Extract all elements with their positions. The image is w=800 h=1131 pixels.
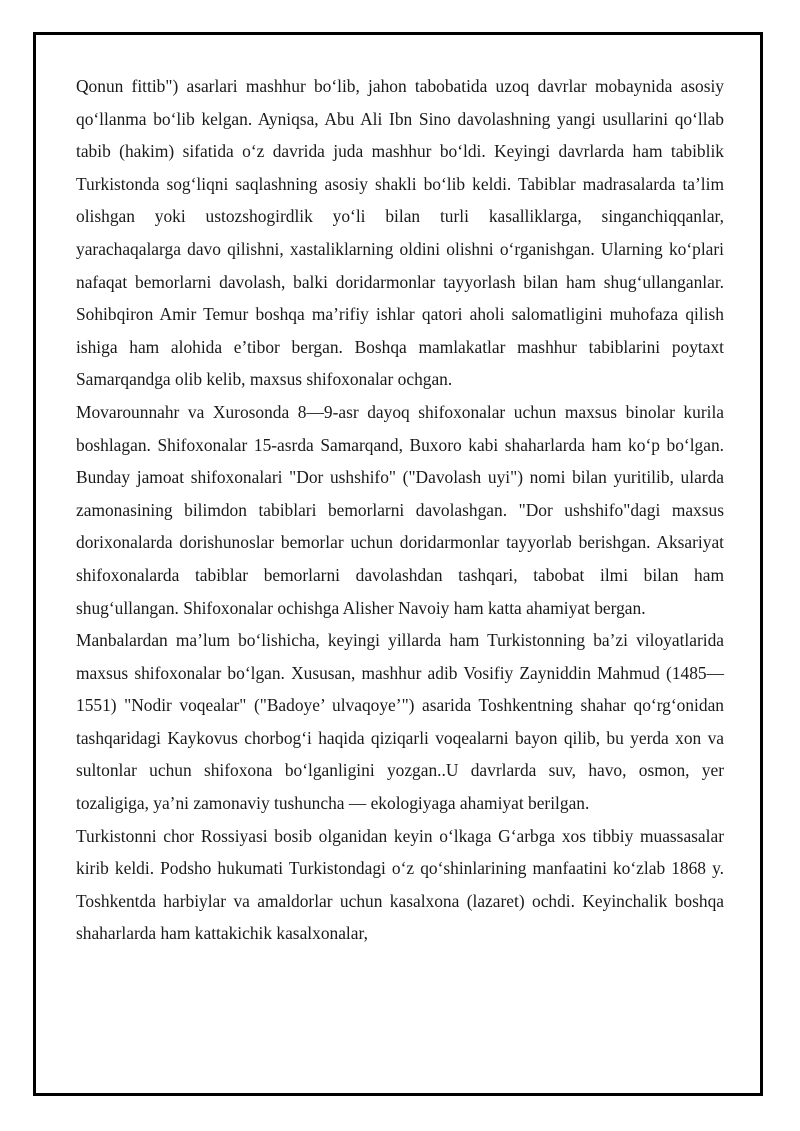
paragraph: Manbalardan ma’lum bo‘lishicha, keyingi yillarda ham Turkistonning ba’zi viloyatlarida maxsus shifoxonalar bo‘lgan. Xususan, mashhur adib Vosifiy Zayniddin Mahmud (1485— 1551) "Nodir voqealar" ("Badoye’ ulvaqoye’") asarida Toshkentning shahar qo‘rg‘onidan tashqaridagi Kaykovus chorbog‘i haqida qiziqarli voqealarni bayon qilib, bu yerda xon va sultonlar uchun shifoxona bo‘lganligini yozgan..U davrlarda suv, havo, osmon, yer tozaligiga, ya’ni zamonaviy tushuncha — ekologiyaga ahamiyat berilgan. (76, 630, 724, 814)
paragraph: Movarounnahr va Xurosonda 8—9-asr dayoq shifoxonalar uchun maxsus binolar kurila boshlagan. Shifoxonalar 15-asrda Samarqand, Buxoro kabi shaharlarda ham ko‘p bo‘lgan. Bunday jamoat shifoxonalari "Dor ushshifo" ("Davolash uyi") nomi bilan yuritilib, ularda zamonasining bilimdon tabiblari bemorlarni davolashgan. "Dor ushshifo"dagi maxsus dorixonalarda dorishunoslar bemorlar uchun doridarmonlar tayyorlab berishgan. Aksariyat shifoxonalarda tabiblar bemorlarni davolashdan tashqari, tabobat ilmi bilan ham shug‘ullangan. Shifoxonalar ochishga Alisher Navoiy ham katta ahamiyat bergan. (76, 401, 724, 618)
paragraph: Turkistonni chor Rossiyasi bosib olganidan keyin o‘lkaga G‘arbga xos tibbiy muassasalar kirib keldi. Podsho hukumati Turkistondagi o‘z qo‘shinlarining manfaatini ko‘zlab 1868 y. Toshkentda harbiylar va amaldorlar uchun kasalxona (lazaret) ochdi. Keyinchalik boshqa shaharlarda ham kattakichik kasalxonalar, (76, 825, 724, 944)
document-body (76, 70, 724, 950)
paragraph: Qonun fittib") asarlari mashhur bo‘lib, jahon tabobatida uzoq davrlar mobaynida asosiy qo‘llanma bo‘lib kelgan. Ayniqsa, Abu Ali Ibn Sino davolashning yangi usullarini qo‘llab tabib (hakim) sifatida o‘z davrida juda mashhur bo‘ldi. Keyingi davrlarda ham tabiblik Turkistonda sog‘liqni saqlashning asosiy shakli bo‘lib keldi. Tabiblar madrasalarda ta’lim olishgan yoki ustozshogirdlik yo‘li bilan turli kasalliklarga, singanchiqqanlar, yarachaqalarga davo qilishni, xastaliklarning oldini olishni o‘rganishgan. Ularning ko‘plari nafaqat bemorlarni davolash, balki doridarmonlar tayyorlash bilan ham shug‘ullanganlar. Sohibqiron Amir Temur boshqa ma’rifiy ishlar qatori aholi salomatligini muhofaza qilish ishiga ham alohida e’tibor bergan. Boshqa mamlakatlar mashhur tabiblarini poytaxt Samarqandga olib kelib, maxsus shifoxonalar ochgan. (76, 76, 724, 390)
